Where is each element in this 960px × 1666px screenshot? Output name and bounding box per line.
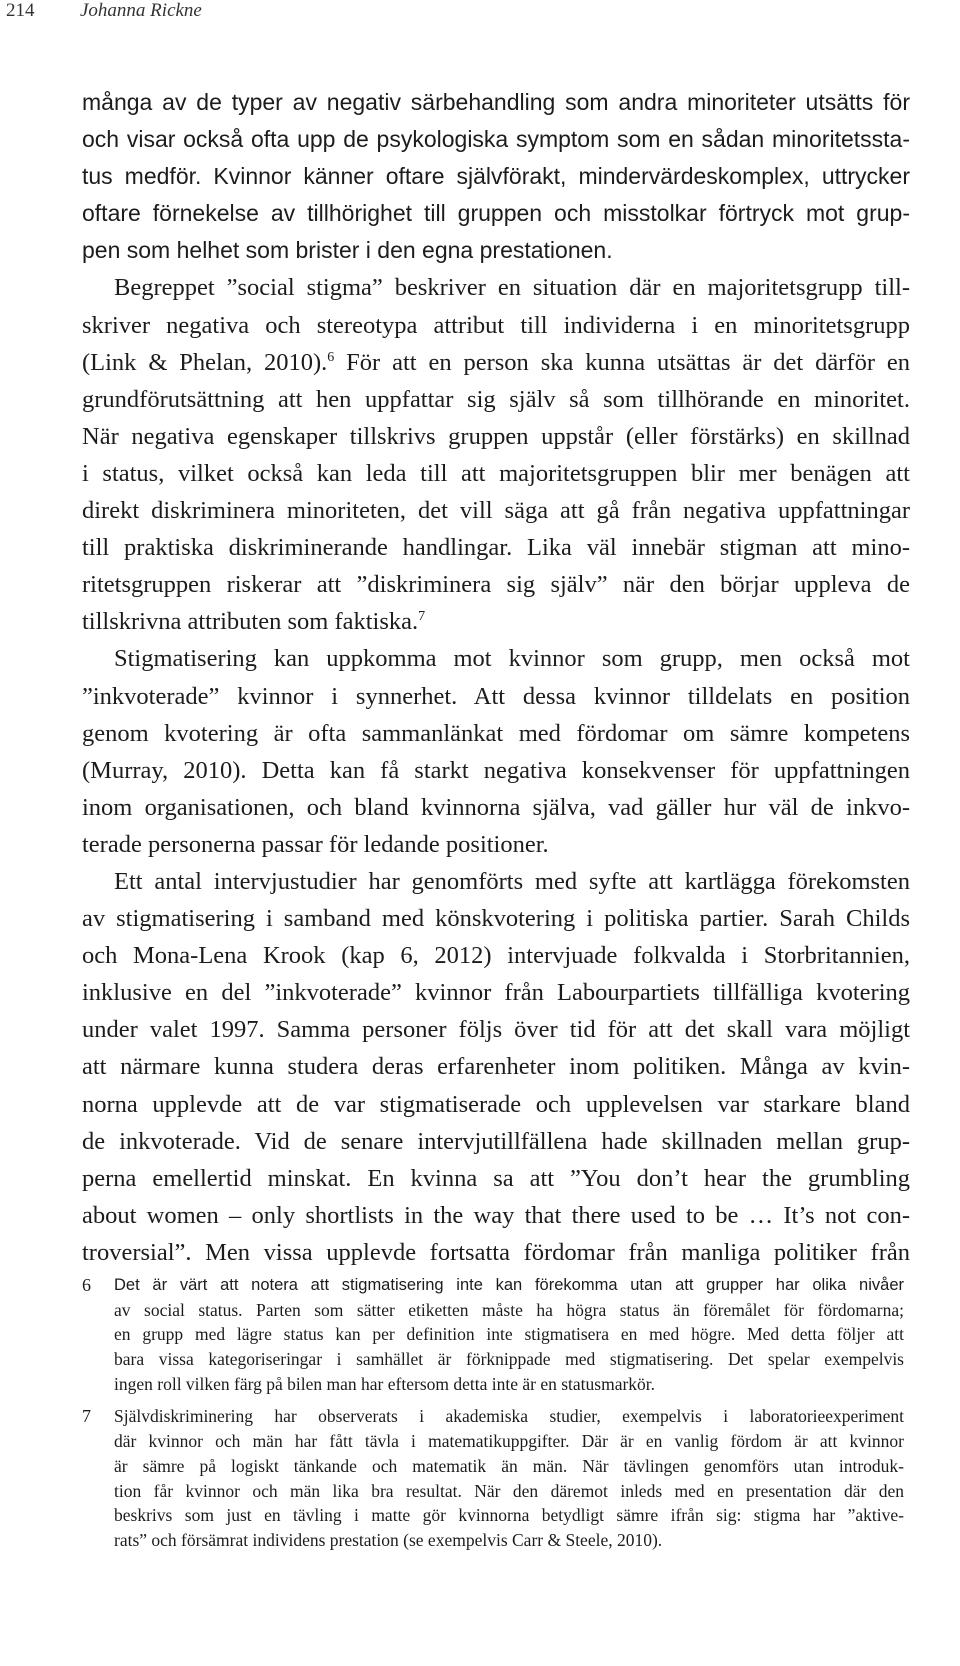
body-line [82, 344, 910, 381]
footnotes [82, 1273, 904, 1553]
body-line: norna upplevde att de var stigmatiserade och upplevelsen var starkare bland [82, 1090, 910, 1118]
footnote-line: beskrivs som just en tävling i matte gör kvinnorna betydligt sämre ifrån sig: stigma har ”aktive- [114, 1505, 904, 1526]
body-line: oftare förnekelse av tillhörighet till gruppen och misstolkar förtryck mot grup- [82, 200, 910, 227]
footnote-line: rats” och försämrat individens prestation (se exempelvis Carr & Steele, 2010). [114, 1529, 663, 1550]
body-line: tus medför. Kvinnor känner oftare självförakt, mindervärdeskomplex, uttrycker [82, 163, 910, 190]
body-line [82, 603, 910, 640]
footnote-7 [82, 1404, 904, 1552]
footnote-line: av social status. Parten som sätter etiketten måste ha högra status än föremålet för fördomarna; [114, 1299, 904, 1320]
citation-text: (Link & Phelan, 2010). [82, 348, 328, 376]
body-line: att närmare kunna studera deras erfarenheter inom politiken. Många av kvin- [82, 1053, 910, 1081]
body-line: Ett antal intervjustudier har genomförts med syfte att kartlägga förekomsten [114, 867, 910, 895]
footnote-line: bara vissa kategoriseringar i samhället är förknippade med stigmatisering. Det spelar exempelvis [114, 1349, 904, 1370]
body-line: Stigmatisering kan uppkomma mot kvinnor som grupp, men också mot [114, 645, 910, 673]
footnote-line: är sämre på logiskt tänkande och matematik än män. När tävlingen genomförs utan introduk- [114, 1455, 904, 1476]
footnote-ref-7[interactable]: 7 [418, 609, 426, 625]
body-line: ”inkvoterade” kvinnor i synnerhet. Att dessa kvinnor tilldelats en position [82, 682, 910, 710]
footnote-line: en grupp med lägre status kan per definition inte stigmatisera en med högre. Med detta följer att [114, 1324, 904, 1345]
body-line: Begreppet ”social stigma” beskriver en situation där en majoritetsgrupp till- [114, 274, 910, 302]
footnote-text [114, 1273, 904, 1396]
footnote-line: Det är värt att notera att stigmatisering inte kan förekomma utan att grupper har olika nivåer [114, 1276, 904, 1294]
body-line: När negativa egenskaper tillskrivs gruppen uppstår (eller förstärks) en skillnad [82, 422, 910, 450]
footnote-text [114, 1404, 904, 1552]
footnote-line: ingen roll vilken färg på bilen man har eftersom detta inte är en statusmarkör. [114, 1373, 656, 1394]
body-line: inklusive en del ”inkvoterade” kvinnor från Labourpartiets tillfälliga kvotering [82, 979, 910, 1007]
body-line: inom organisationen, och bland kvinnorna själva, vad gäller hur väl de inkvo- [82, 793, 910, 821]
body-line: och visar också ofta upp de psykologiska symptom som en sådan minoritetssta- [82, 126, 910, 153]
body-line: och Mona-Lena Krook (kap 6, 2012) intervjuade folkvalda i Storbritannien, [82, 942, 910, 970]
body-line: av stigmatisering i samband med könskvotering i politiska partier. Sarah Childs [82, 905, 910, 933]
body-line: pen som helhet som brister i den egna prestationen. [82, 237, 613, 264]
body-line: genom kvotering är ofta sammanlänkat med fördomar om sämre kompetens [82, 719, 910, 747]
footnote-line: Självdiskriminering har observerats i akademiska studier, exempelvis i laboratorieexperiment [114, 1406, 904, 1427]
footnote-number: 6 [82, 1275, 91, 1295]
page-number: 214 [6, 0, 35, 21]
body-line: troversial”. Men vissa upplevde fortsatta fördomar från manliga politiker från [82, 1238, 910, 1266]
body-line: grundförutsättning att hen uppfattar sig själv så som tillhörande en minoritet. [82, 385, 910, 413]
body-line: terade personerna passar för ledande positioner. [82, 830, 549, 858]
footnote-number: 7 [82, 1406, 91, 1427]
running-head [0, 0, 960, 22]
body-line: ritetsgruppen riskerar att ”diskriminera sig själv” när den börjar uppleva de [82, 571, 910, 599]
body-line: skriver negativa och stereotypa attribut till individerna i en minoritetsgrupp [82, 311, 910, 339]
body-line: till praktiska diskriminerande handlingar. Lika väl innebär stigman att mino- [82, 534, 910, 562]
body-line: about women – only shortlists in the way that there used to be … It’s not con- [82, 1201, 910, 1229]
footnote-6 [82, 1273, 904, 1396]
body-line: i status, vilket också kan leda till att majoritetsgruppen blir mer benägen att [82, 459, 910, 487]
footnote-line: tion får kvinnor och män lika bra resultat. När den däremot inleds med en presentation där den [114, 1480, 904, 1501]
body-line: direkt diskriminera minoriteten, det vill säga att gå från negativa uppfattningar [82, 497, 910, 525]
body-line: under valet 1997. Samma personer följs över tid för att det skall vara möjligt [82, 1016, 910, 1044]
body-line: (Murray, 2010). Detta kan få starkt negativa konsekvenser för uppfattningen [82, 756, 910, 784]
body-text [82, 84, 910, 1271]
body-line: många av de typer av negativ särbehandling som andra minoriteter utsätts för [82, 89, 910, 115]
body-line: de inkvoterade. Vid de senare intervjutillfällena hade skillnaden mellan grup- [82, 1127, 910, 1155]
footnote-line: där kvinnor och män har fått tävla i matematikuppgifter. Där är en vanlig fördom är att kvinnor [114, 1431, 904, 1452]
line-text: tillskrivna attributen som faktiska. [82, 608, 419, 636]
running-head-author: Johanna Rickne [80, 0, 202, 21]
footnote-ref-6[interactable]: 6 [327, 349, 335, 365]
body-line: perna emellertid minskat. En kvinna sa att ”You don’t hear the grumbling [82, 1164, 910, 1192]
line-continuation: För att en person ska kunna utsättas är det därför en [334, 348, 910, 376]
